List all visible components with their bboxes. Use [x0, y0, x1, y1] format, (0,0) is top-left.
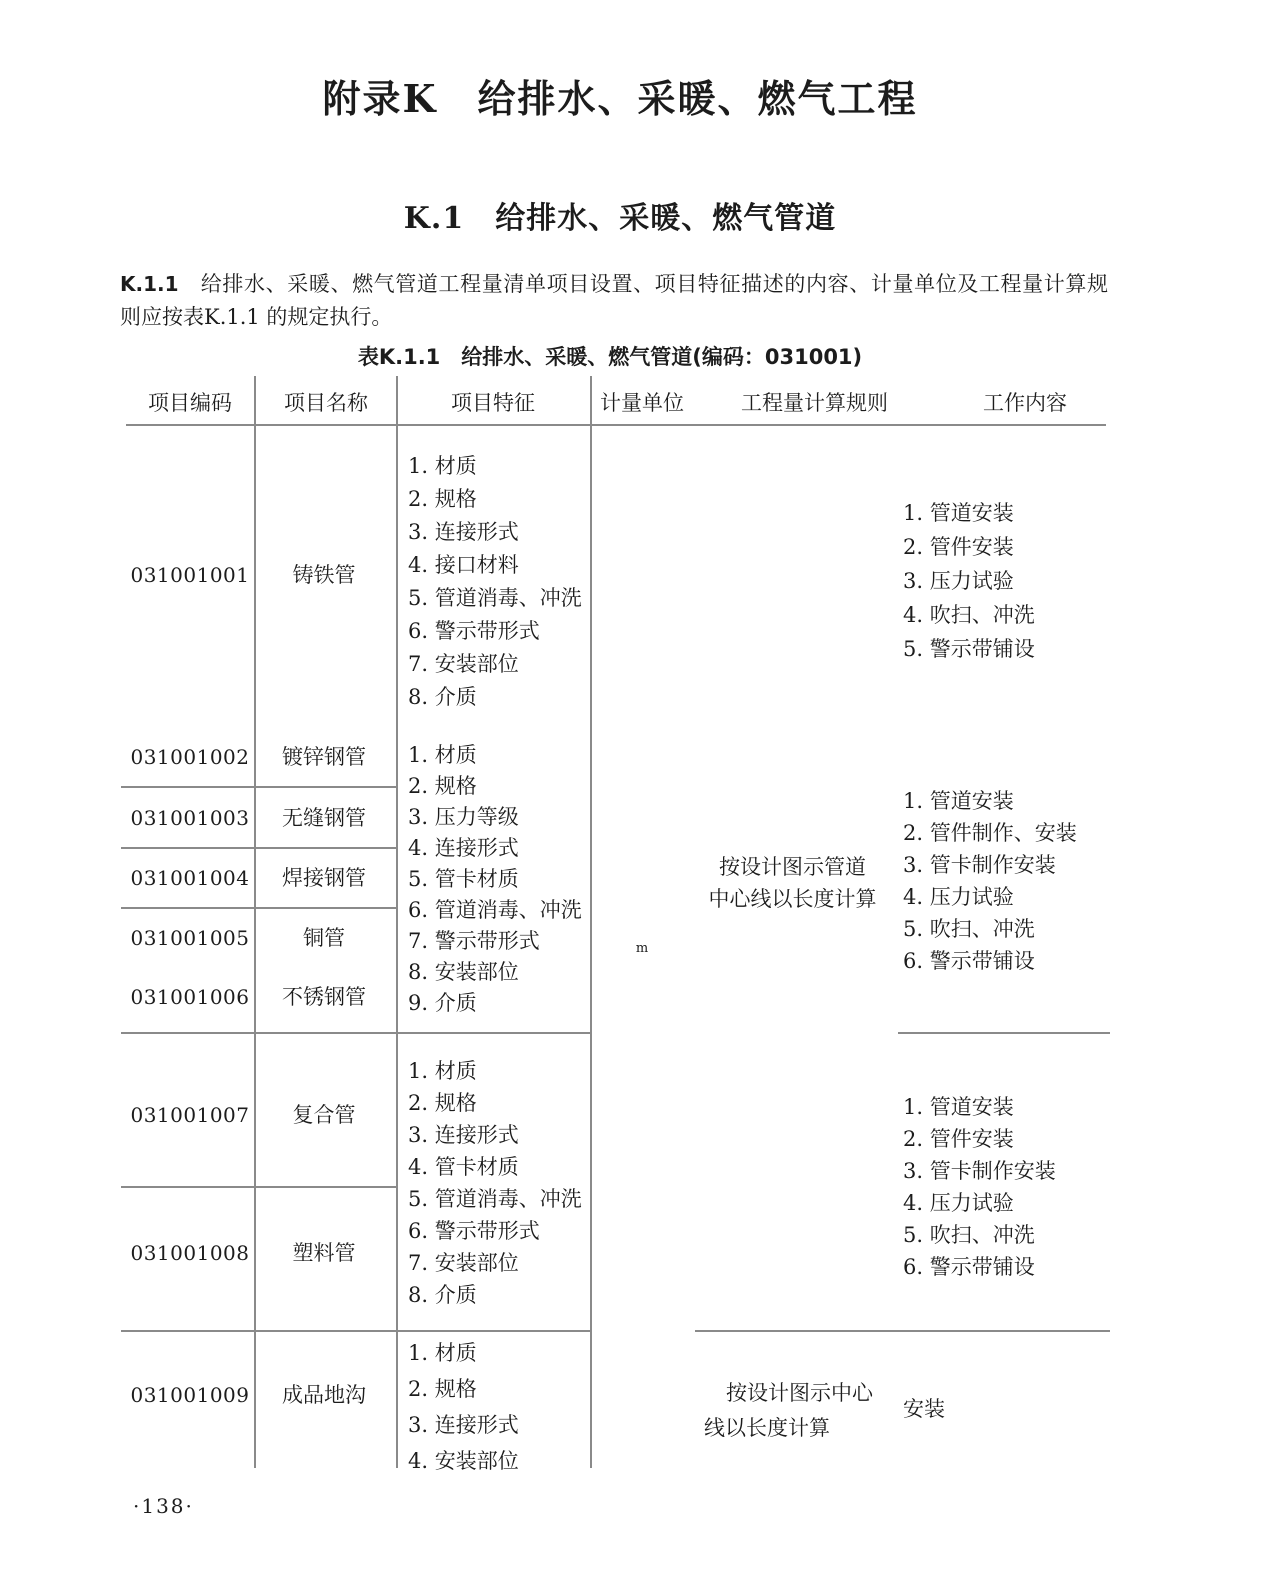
feature-item: 2. 规格 — [408, 773, 477, 798]
feature-item: 1. 材质 — [408, 453, 477, 478]
table-line-horizontal — [121, 786, 397, 788]
clause-line-1 — [120, 268, 1108, 301]
item-name: 铜管 — [303, 926, 345, 950]
table-line-vertical — [396, 376, 398, 1468]
work-item: 2. 管件安装 — [903, 1127, 1014, 1151]
feature-item: 5. 管卡材质 — [408, 866, 519, 891]
item-name: 不锈钢管 — [282, 985, 366, 1009]
feature-item: 3. 连接形式 — [408, 519, 519, 544]
work-list — [903, 495, 1035, 665]
calc-rule-line: 中心线以长度计算 — [708, 887, 877, 911]
work-item: 4. 压力试验 — [903, 885, 1014, 909]
work-item: 2. 管件制作、安装 — [903, 821, 1077, 845]
work-item: 1. 管道安装 — [903, 501, 1014, 525]
feature-list — [408, 738, 582, 1017]
column-header-rule: 工程量计算规则 — [741, 391, 888, 415]
table-caption: 表K.1.1 给排水、采暖、燃气管道(编码：031001) — [357, 345, 863, 369]
work-item: 6. 警示带铺设 — [903, 1255, 1035, 1279]
work-list — [903, 1392, 945, 1424]
item-name: 成品地沟 — [282, 1383, 366, 1407]
table-line-vertical — [590, 376, 592, 1468]
feature-item: 7. 警示带形式 — [408, 928, 540, 953]
table-line-horizontal — [121, 847, 397, 849]
feature-item: 8. 介质 — [408, 684, 477, 709]
work-item: 安装 — [903, 1397, 945, 1421]
item-code: 031001003 — [130, 806, 250, 830]
section-title: K.1 给排水、采暖、燃气管道 — [403, 201, 837, 236]
item-name: 铸铁管 — [292, 563, 356, 587]
work-list — [903, 784, 1077, 976]
work-list — [903, 1090, 1056, 1282]
item-code: 031001004 — [130, 866, 250, 890]
table-line-horizontal — [898, 1032, 1110, 1034]
table-line-vertical — [254, 376, 256, 1468]
work-item: 5. 警示带铺设 — [903, 637, 1035, 661]
work-item: 3. 压力试验 — [903, 569, 1014, 593]
item-code: 031001006 — [130, 985, 250, 1009]
feature-item: 3. 连接形式 — [408, 1123, 519, 1147]
feature-item: 4. 连接形式 — [408, 835, 519, 860]
calc-rule-line: 按设计图示中心 — [726, 1380, 873, 1405]
clause-text-1: 给排水、采暖、燃气管道工程量清单项目设置、项目特征描述的内容、计量单位及工程量计算规 — [178, 272, 1108, 296]
feature-item: 7. 安装部位 — [408, 651, 519, 676]
feature-item: 4. 接口材料 — [408, 552, 519, 577]
feature-list — [408, 1334, 519, 1478]
feature-item: 3. 压力等级 — [408, 804, 519, 829]
feature-item: 8. 介质 — [408, 1283, 477, 1307]
work-item: 6. 警示带铺设 — [903, 949, 1035, 973]
work-item: 1. 管道安装 — [903, 789, 1014, 813]
work-item: 3. 管卡制作安装 — [903, 853, 1056, 877]
feature-item: 4. 安装部位 — [408, 1449, 519, 1473]
clause-line-2: 则应按表K.1.1 的规定执行。 — [120, 305, 393, 329]
work-item: 5. 吹扫、冲洗 — [903, 1223, 1035, 1247]
calc-rule — [700, 850, 885, 914]
feature-item: 2. 规格 — [408, 1377, 477, 1401]
table-line-horizontal — [121, 1330, 591, 1332]
feature-item: 6. 警示带形式 — [408, 618, 540, 643]
table-line-horizontal — [121, 907, 397, 909]
item-code: 031001007 — [130, 1103, 250, 1127]
feature-item: 2. 规格 — [408, 1091, 477, 1115]
feature-item: 5. 管道消毒、冲洗 — [408, 585, 582, 610]
feature-item: 8. 安装部位 — [408, 959, 519, 984]
work-item: 1. 管道安装 — [903, 1095, 1014, 1119]
work-item: 2. 管件安装 — [903, 535, 1014, 559]
table-line-horizontal — [121, 1186, 397, 1188]
feature-item: 1. 材质 — [408, 742, 477, 767]
feature-item: 5. 管道消毒、冲洗 — [408, 1187, 582, 1211]
item-name: 复合管 — [292, 1103, 356, 1127]
item-name: 无缝钢管 — [282, 806, 366, 830]
calc-rule-line: 按设计图示管道 — [719, 855, 866, 879]
clause-paragraph — [120, 268, 1108, 334]
table-line-header-bottom — [126, 424, 1106, 426]
item-code: 031001005 — [130, 926, 250, 950]
column-header-feature: 项目特征 — [451, 391, 535, 415]
clause-number: K.1.1 — [120, 272, 179, 296]
feature-item: 3. 连接形式 — [408, 1413, 519, 1437]
work-item: 3. 管卡制作安装 — [903, 1159, 1056, 1183]
work-item: 4. 压力试验 — [903, 1191, 1014, 1215]
item-code: 031001001 — [130, 563, 250, 587]
item-code: 031001009 — [130, 1383, 250, 1407]
appendix-title: 附录K 给排水、采暖、燃气工程 — [322, 76, 918, 121]
column-header-work: 工作内容 — [983, 391, 1067, 415]
item-name: 塑料管 — [292, 1241, 356, 1265]
page-number: ·138· — [133, 1494, 194, 1518]
work-item: 5. 吹扫、冲洗 — [903, 917, 1035, 941]
calc-rule — [704, 1374, 894, 1444]
table-line-horizontal — [695, 1330, 1110, 1332]
feature-item: 1. 材质 — [408, 1059, 477, 1083]
column-header-code: 项目编码 — [148, 391, 232, 415]
item-name: 焊接钢管 — [282, 866, 366, 890]
item-code: 031001008 — [130, 1241, 250, 1265]
feature-item: 9. 介质 — [408, 990, 477, 1015]
feature-list — [408, 448, 582, 712]
item-name: 镀锌钢管 — [282, 745, 366, 769]
feature-item: 6. 管道消毒、冲洗 — [408, 897, 582, 922]
feature-item: 6. 警示带形式 — [408, 1219, 540, 1243]
table-line-horizontal — [121, 1032, 591, 1034]
feature-item: 4. 管卡材质 — [408, 1155, 519, 1179]
item-code: 031001002 — [130, 745, 250, 769]
feature-item: 7. 安装部位 — [408, 1251, 519, 1275]
unit-value: m — [635, 941, 649, 956]
feature-list — [408, 1054, 582, 1310]
feature-item: 2. 规格 — [408, 486, 477, 511]
feature-item: 1. 材质 — [408, 1341, 477, 1365]
column-header-name: 项目名称 — [284, 391, 368, 415]
work-item: 4. 吹扫、冲洗 — [903, 603, 1035, 627]
calc-rule-line: 线以长度计算 — [704, 1415, 830, 1440]
column-header-unit: 计量单位 — [600, 391, 684, 415]
